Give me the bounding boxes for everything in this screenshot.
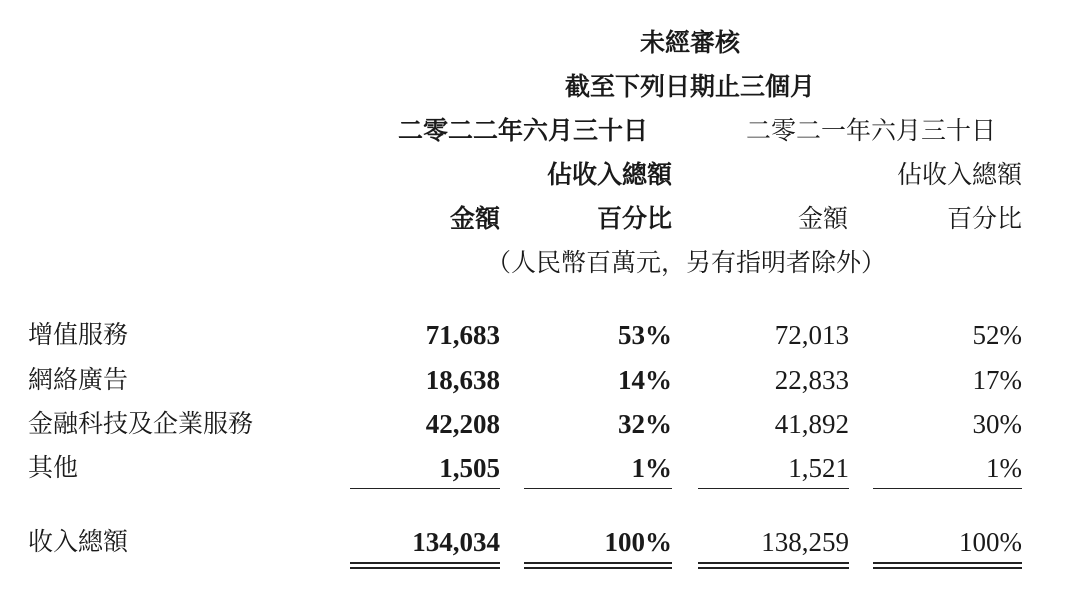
pct-of-total-2021-heading: 佔收入總額 xyxy=(896,160,1022,189)
row-pct-2021: 30% xyxy=(972,409,1022,439)
amount-2021-heading: 金額 xyxy=(797,204,848,233)
audit-status-heading: 未經審核 xyxy=(639,28,740,57)
unit-note: （人民幣百萬元，另有指明者除外） xyxy=(485,248,886,277)
row-label: 增值服務 xyxy=(28,320,129,349)
total-amount-2021: 138,259 xyxy=(761,527,849,557)
row-label: 其他 xyxy=(28,453,79,482)
period-heading: 截至下列日期止三個月 xyxy=(564,72,815,101)
row-label: 金融科技及企業服務 xyxy=(28,409,254,438)
row-pct-2022: 53% xyxy=(618,320,672,350)
row-amount-2021: 72,013 xyxy=(774,320,849,350)
subtotal-rule xyxy=(698,488,849,489)
subtotal-rule xyxy=(873,488,1022,489)
total-pct-2021: 100% xyxy=(959,527,1022,557)
amount-2022-heading: 金額 xyxy=(449,204,500,233)
row-label: 網絡廣告 xyxy=(28,365,129,394)
date-2021-heading: 二零二一年六月三十日 xyxy=(745,116,996,145)
subtotal-rule xyxy=(350,488,500,489)
subtotal-rule xyxy=(524,488,672,489)
percent-2022-heading: 百分比 xyxy=(596,204,672,233)
row-amount-2022: 42,208 xyxy=(425,409,500,439)
total-double-rule xyxy=(698,562,849,569)
total-label: 收入總額 xyxy=(28,527,129,556)
row-pct-2021: 17% xyxy=(972,365,1022,395)
row-amount-2022: 71,683 xyxy=(425,320,500,350)
row-pct-2022: 32% xyxy=(618,409,672,439)
row-pct-2021: 52% xyxy=(972,320,1022,350)
row-amount-2021: 1,521 xyxy=(788,453,849,483)
date-2022-heading: 二零二二年六月三十日 xyxy=(397,116,648,145)
total-double-rule xyxy=(524,562,672,569)
row-pct-2022: 14% xyxy=(618,365,672,395)
total-double-rule xyxy=(350,562,500,569)
total-amount-2022: 134,034 xyxy=(412,527,500,557)
row-pct-2022: 1% xyxy=(631,453,672,483)
row-amount-2022: 1,505 xyxy=(439,453,500,483)
total-pct-2022: 100% xyxy=(604,527,672,557)
watermark xyxy=(834,558,1024,572)
row-amount-2021: 22,833 xyxy=(774,365,849,395)
row-amount-2021: 41,892 xyxy=(774,409,849,439)
row-amount-2022: 18,638 xyxy=(425,365,500,395)
pct-of-total-2022-heading: 佔收入總額 xyxy=(546,160,672,189)
row-pct-2021: 1% xyxy=(986,453,1022,483)
percent-2021-heading: 百分比 xyxy=(946,204,1022,233)
